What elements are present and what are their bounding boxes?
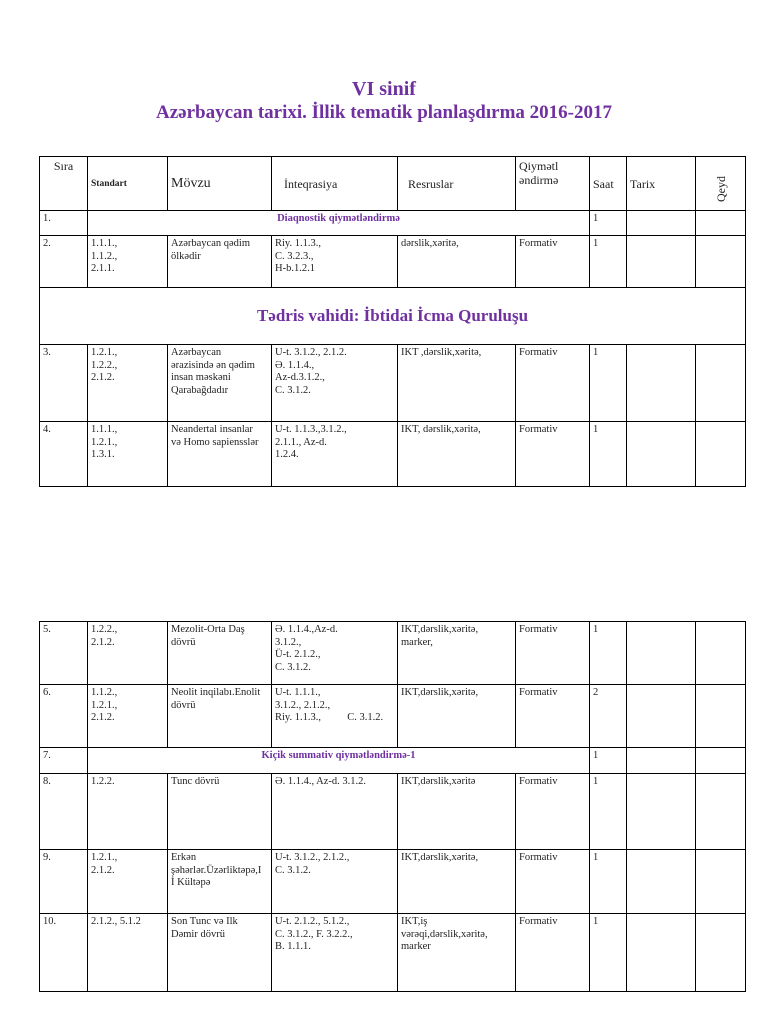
cell-standart: 1.1.1., 1.2.1., 1.3.1. (88, 422, 168, 487)
cell-resurslar: IKT,dərslik,xəritə, marker, (398, 622, 516, 685)
page-title: VI sinif (352, 78, 416, 100)
cell-sira: 2. (40, 236, 88, 288)
header-qiymetlendirme: Qiymətl əndirmə (516, 157, 590, 211)
cell-tarix (627, 422, 696, 487)
cell-resurslar: IKT ,dərslik,xəritə, (398, 345, 516, 422)
cell-qeyd (696, 914, 746, 992)
cell-saat: 1 (590, 345, 627, 422)
cell-saat: 1 (590, 850, 627, 914)
header-standart: Standart (88, 157, 168, 211)
table-row (40, 914, 746, 992)
table-row (40, 211, 746, 236)
cell-inteqrasiya: U-t. 1.1.3.,3.1.2., 2.1.1., Az-d. 1.2.4. (272, 422, 398, 487)
cell-movzu: Mezolit-Orta Daş dövrü (168, 622, 272, 685)
cell-sira: 10. (40, 914, 88, 992)
cell-standart: 1.2.2. (88, 774, 168, 850)
header-saat: Saat (590, 157, 627, 211)
cell-saat: 1 (590, 422, 627, 487)
table-row (40, 422, 746, 487)
cell-qeyd (696, 622, 746, 685)
cell-qeyd (696, 422, 746, 487)
header-qeyd (696, 157, 746, 211)
table-row (40, 774, 746, 850)
cell-inteqrasiya: U-t. 3.1.2., 2.1.2. Ə. 1.1.4., Az-d.3.1.2., C. 3.1.2. (272, 345, 398, 422)
cell-inteqrasiya: U-t. 3.1.2., 2.1.2., C. 3.1.2. (272, 850, 398, 914)
cell-tarix (627, 850, 696, 914)
cell-sira: 1. (40, 211, 88, 236)
cell-sira: 6. (40, 685, 88, 748)
cell-tarix (627, 685, 696, 748)
cell-inteqrasiya: Ə. 1.1.4., Az-d. 3.1.2. (272, 774, 398, 850)
cell-resurslar: IKT, dərslik,xəritə, (398, 422, 516, 487)
cell-standart: 1.1.1., 1.1.2., 2.1.1. (88, 236, 168, 288)
cell-saat: 1 (590, 748, 627, 774)
cell-sira: 3. (40, 345, 88, 422)
cell-qiymetlendirme: Formativ (516, 345, 590, 422)
header-row (40, 157, 746, 211)
cell-qiymetlendirme: Formativ (516, 236, 590, 288)
table-row (40, 748, 746, 774)
header-resurslar: Resruslar (398, 157, 516, 211)
cell-qeyd (696, 236, 746, 288)
cell-movzu: Son Tunc və Ilk Dəmir dövrü (168, 914, 272, 992)
cell-qeyd (696, 211, 746, 236)
cell-saat: 2 (590, 685, 627, 748)
cell-qeyd (696, 685, 746, 748)
cell-tarix (627, 748, 696, 774)
cell-tarix (627, 345, 696, 422)
cell-tarix (627, 622, 696, 685)
table-row (40, 685, 746, 748)
cell-standart: 1.2.1., 1.2.2., 2.1.2. (88, 345, 168, 422)
cell-qiymetlendirme: Formativ (516, 622, 590, 685)
cell-saat: 1 (590, 774, 627, 850)
header-inteqrasiya: İnteqrasiya (272, 157, 398, 211)
cell-qiymetlendirme: Formativ (516, 850, 590, 914)
cell-movzu: Neolit inqilabı.Enolit dövrü (168, 685, 272, 748)
cell-movzu: Erkən şəhərlər.Üzərliktəpə,I İ Kültəpə (168, 850, 272, 914)
cell-resurslar: IKT,dərslik,xəritə, (398, 850, 516, 914)
plan-table-1 (39, 156, 746, 487)
cell-qeyd (696, 748, 746, 774)
cell-qiymetlendirme: Formativ (516, 914, 590, 992)
cell-qeyd (696, 345, 746, 422)
cell-movzu: Neandertal insanlar və Homo sapiensslər (168, 422, 272, 487)
cell-resurslar: IKT,iş vərəqi,dərslik,xəritə, marker (398, 914, 516, 992)
cell-saat: 1 (590, 211, 627, 236)
table-row (40, 850, 746, 914)
cell-merged-assessment: Diaqnostik qiymətləndirmə (88, 211, 590, 236)
cell-sira: 4. (40, 422, 88, 487)
cell-saat: 1 (590, 236, 627, 288)
cell-inteqrasiya: U-t. 2.1.2., 5.1.2., C. 3.1.2., F. 3.2.2., B. 1.1.1. (272, 914, 398, 992)
page-subtitle: Azərbaycan tarixi. İllik tematik planlaşdırma 2016-2017 (156, 102, 612, 123)
header-qeyd-label: Qeyd (713, 176, 728, 202)
cell-saat: 1 (590, 622, 627, 685)
cell-inteqrasiya: Ə. 1.1.4.,Az-d. 3.1.2., Ü-t. 2.1.2., C. 3.1.2. (272, 622, 398, 685)
cell-standart: 1.2.2., 2.1.2. (88, 622, 168, 685)
cell-inteqrasiya: U-t. 1.1.1., 3.1.2., 2.1.2., Riy. 1.1.3., C. 3.1.2. (272, 685, 398, 748)
cell-qiymetlendirme: Formativ (516, 774, 590, 850)
table-row (40, 236, 746, 288)
cell-sira: 7. (40, 748, 88, 774)
cell-qeyd (696, 774, 746, 850)
cell-standart: 1.1.2., 1.2.1., 2.1.2. (88, 685, 168, 748)
section-title: Tədris vahidi: İbtidai İcma Quruluşu (40, 288, 746, 345)
cell-sira: 9. (40, 850, 88, 914)
cell-tarix (627, 236, 696, 288)
cell-inteqrasiya: Riy. 1.1.3., C. 3.2.3., H-b.1.2.1 (272, 236, 398, 288)
cell-standart: 2.1.2., 5.1.2 (88, 914, 168, 992)
cell-standart: 1.2.1., 2.1.2. (88, 850, 168, 914)
cell-resurslar: dərslik,xəritə, (398, 236, 516, 288)
cell-tarix (627, 914, 696, 992)
cell-merged-assessment: Kiçik summativ qiymətləndirmə-1 (88, 748, 590, 774)
cell-movzu: Azərbaycan ərazisində ən qədim insan məskəni Qarabağdadır (168, 345, 272, 422)
cell-resurslar: IKT,dərslik,xəritə (398, 774, 516, 850)
header-tarix: Tarix (627, 157, 696, 211)
cell-resurslar: IKT,dərslik,xəritə, (398, 685, 516, 748)
cell-saat: 1 (590, 914, 627, 992)
cell-tarix (627, 211, 696, 236)
cell-qeyd (696, 850, 746, 914)
cell-qiymetlendirme: Formativ (516, 422, 590, 487)
plan-table-2 (39, 621, 746, 992)
cell-tarix (627, 774, 696, 850)
cell-movzu: Tunc dövrü (168, 774, 272, 850)
section-row (40, 288, 746, 345)
cell-sira: 8. (40, 774, 88, 850)
table-row (40, 622, 746, 685)
table-row (40, 345, 746, 422)
header-sira: Sıra (40, 157, 88, 211)
cell-movzu: Azərbaycan qədim ölkədir (168, 236, 272, 288)
cell-qiymetlendirme: Formativ (516, 685, 590, 748)
cell-sira: 5. (40, 622, 88, 685)
header-movzu: Mövzu (168, 157, 272, 211)
